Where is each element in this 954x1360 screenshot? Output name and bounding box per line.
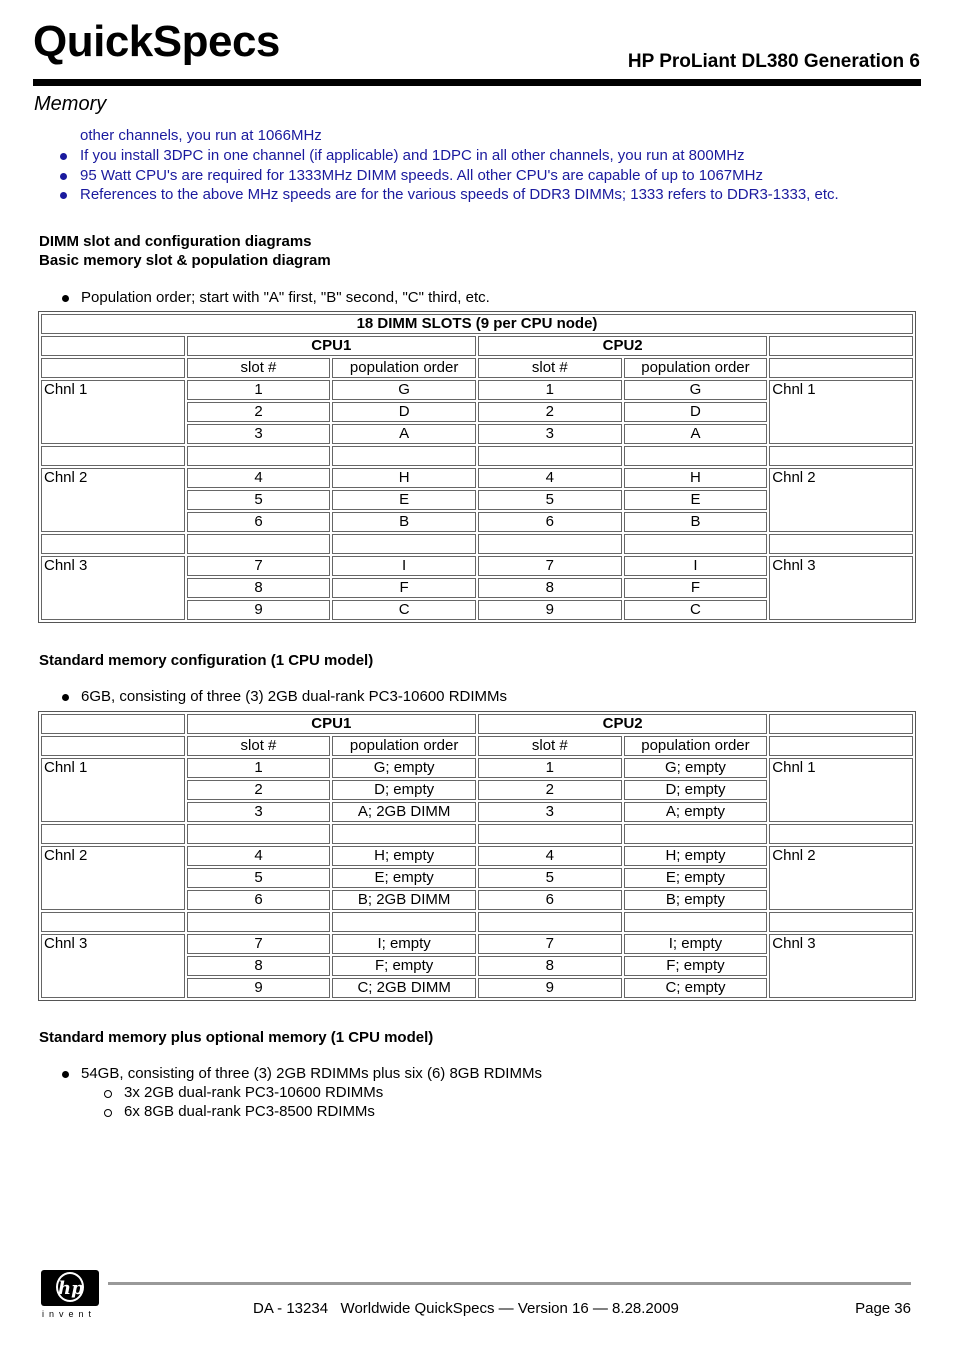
table-cell <box>41 336 185 356</box>
table-cell: F; empty <box>332 956 476 976</box>
table-row <box>41 758 913 778</box>
table-cell: G <box>332 380 476 400</box>
speed-notes-list <box>0 146 839 205</box>
table-cell <box>624 534 768 554</box>
table-row <box>41 446 913 466</box>
table-cell <box>769 358 913 378</box>
table-cell <box>187 446 331 466</box>
footer-rule <box>108 1282 911 1285</box>
channel-label: Chnl 1 <box>769 380 913 444</box>
table-cell <box>41 912 185 932</box>
table-cell: H <box>332 468 476 488</box>
table-cell: 4 <box>478 846 622 866</box>
table-cell: 3 <box>187 802 331 822</box>
bullet-icon <box>60 192 67 199</box>
table-cell: F <box>624 578 768 598</box>
table-cell: I <box>332 556 476 576</box>
bullet-icon <box>62 295 69 302</box>
channel-label: Chnl 3 <box>41 934 185 998</box>
standard-config-heading: Standard memory configuration (1 CPU model) <box>39 652 374 669</box>
channel-label: Chnl 3 <box>41 556 185 620</box>
cpu1-header: CPU1 <box>187 336 476 356</box>
order-header: population order <box>624 358 768 378</box>
table-row <box>41 468 913 488</box>
table-row <box>41 534 913 554</box>
table-cell: G; empty <box>624 758 768 778</box>
standard-config-table <box>38 711 916 1001</box>
order-header: population order <box>624 736 768 756</box>
list-item: 95 Watt CPU's are required for 1333MHz DIMM speeds. All other CPU's are capable of up to 1067MHz <box>0 166 839 186</box>
channel-label: Chnl 2 <box>41 846 185 910</box>
table-cell <box>624 446 768 466</box>
table-cell: 8 <box>187 578 331 598</box>
page-title: QuickSpecs <box>33 17 280 66</box>
channel-label: Chnl 1 <box>41 758 185 822</box>
table-cell: 1 <box>187 758 331 778</box>
table-cell: 6 <box>187 890 331 910</box>
channel-label: Chnl 1 <box>41 380 185 444</box>
table-cell: B <box>624 512 768 532</box>
table-cell: 2 <box>187 402 331 422</box>
table-cell <box>41 446 185 466</box>
table-cell <box>41 358 185 378</box>
table-cell <box>769 912 913 932</box>
table-cell: E <box>332 490 476 510</box>
table-cell: 1 <box>478 758 622 778</box>
bullet-icon <box>60 153 67 160</box>
table-cell: I; empty <box>624 934 768 954</box>
table-cell: I; empty <box>332 934 476 954</box>
table-cell: F; empty <box>624 956 768 976</box>
table-cell: 5 <box>478 490 622 510</box>
table-cell: 3 <box>478 424 622 444</box>
table-cell <box>41 824 185 844</box>
table-row <box>41 714 913 734</box>
table-cell: 8 <box>478 578 622 598</box>
channel-label: Chnl 3 <box>769 934 913 998</box>
table-row <box>41 824 913 844</box>
table-cell: 1 <box>187 380 331 400</box>
table-cell <box>187 824 331 844</box>
table-cell <box>769 336 913 356</box>
optional-memory-heading: Standard memory plus optional memory (1 CPU model) <box>39 1029 434 1046</box>
table-cell <box>769 534 913 554</box>
table-cell: G <box>624 380 768 400</box>
table-cell: D <box>624 402 768 422</box>
table-cell: C <box>624 600 768 620</box>
page-number: Page 36 <box>855 1300 911 1317</box>
table-cell: 2 <box>187 780 331 800</box>
cpu2-header: CPU2 <box>478 714 767 734</box>
table-cell <box>332 534 476 554</box>
table-cell <box>769 446 913 466</box>
table-row <box>41 846 913 866</box>
cpu1-header: CPU1 <box>187 714 476 734</box>
table-cell <box>332 824 476 844</box>
channel-label: Chnl 2 <box>769 468 913 532</box>
table-row <box>41 358 913 378</box>
table-cell: E <box>624 490 768 510</box>
table-title: 18 DIMM SLOTS (9 per CPU node) <box>41 314 913 334</box>
table-cell: I <box>624 556 768 576</box>
table-cell <box>769 736 913 756</box>
table-cell: 9 <box>187 978 331 998</box>
table-cell: 5 <box>187 868 331 888</box>
table-cell: 7 <box>187 934 331 954</box>
table-row <box>41 336 913 356</box>
hp-logo-icon: hp <box>56 1272 84 1302</box>
table-cell: A <box>332 424 476 444</box>
table-cell: 1 <box>478 380 622 400</box>
table-cell: B; 2GB DIMM <box>332 890 476 910</box>
bullet-icon <box>62 694 69 701</box>
table-cell: E; empty <box>332 868 476 888</box>
table-cell <box>624 824 768 844</box>
table-cell <box>41 534 185 554</box>
table-cell: 3 <box>478 802 622 822</box>
table-cell: D; empty <box>624 780 768 800</box>
table-cell: B <box>332 512 476 532</box>
table-cell: 5 <box>187 490 331 510</box>
basic-diagram-heading: Basic memory slot & population diagram <box>39 252 331 269</box>
list-item: 54GB, consisting of three (3) 2GB RDIMMs plus six (6) 8GB RDIMMs <box>0 1064 542 1084</box>
optional-memory-list <box>0 1064 542 1084</box>
invent-tagline: invent <box>42 1309 97 1319</box>
table-cell: 9 <box>478 600 622 620</box>
table-cell: 6 <box>478 890 622 910</box>
channel-label: Chnl 2 <box>769 846 913 910</box>
list-item: If you install 3DPC in one channel (if applicable) and 1DPC in all other channels, you run at 800MHz <box>0 146 839 166</box>
table-cell: A; empty <box>624 802 768 822</box>
standard-config-list <box>0 687 507 707</box>
table-cell: 5 <box>478 868 622 888</box>
list-item: Population order; start with "A" first, "B" second, "C" third, etc. <box>0 288 490 308</box>
table-cell: C <box>332 600 476 620</box>
list-item: 6GB, consisting of three (3) 2GB dual-rank PC3-10600 RDIMMs <box>0 687 507 707</box>
table-cell: G; empty <box>332 758 476 778</box>
table-row <box>41 556 913 576</box>
table-cell: H; empty <box>624 846 768 866</box>
table-cell: C; 2GB DIMM <box>332 978 476 998</box>
table-cell <box>187 912 331 932</box>
table-cell: A; 2GB DIMM <box>332 802 476 822</box>
table-cell: 7 <box>478 556 622 576</box>
ring-bullet-icon <box>104 1090 112 1098</box>
table-cell: E; empty <box>624 868 768 888</box>
slot-header: slot # <box>187 358 331 378</box>
table-cell: D; empty <box>332 780 476 800</box>
table-cell: 6 <box>187 512 331 532</box>
table-row <box>41 380 913 400</box>
table-row <box>41 736 913 756</box>
bullet-icon <box>62 1071 69 1078</box>
table-row <box>41 314 913 334</box>
table-cell: 9 <box>478 978 622 998</box>
slot-header: slot # <box>478 358 622 378</box>
table-cell: A <box>624 424 768 444</box>
table-cell: 6 <box>478 512 622 532</box>
bullet-icon <box>60 173 67 180</box>
table-cell: 2 <box>478 402 622 422</box>
channel-label: Chnl 2 <box>41 468 185 532</box>
table-cell: 8 <box>187 956 331 976</box>
table-cell <box>332 912 476 932</box>
table-cell: H; empty <box>332 846 476 866</box>
table-cell <box>478 912 622 932</box>
table-cell: 7 <box>478 934 622 954</box>
product-name: HP ProLiant DL380 Generation 6 <box>627 51 920 72</box>
table-cell: 9 <box>187 600 331 620</box>
table-row <box>41 912 913 932</box>
slot-header: slot # <box>478 736 622 756</box>
channel-label: Chnl 1 <box>769 758 913 822</box>
table-cell: 8 <box>478 956 622 976</box>
table-cell <box>332 446 476 466</box>
dimm-slots-table <box>38 311 916 623</box>
hp-logo <box>41 1270 99 1306</box>
table-cell: 4 <box>478 468 622 488</box>
cpu2-header: CPU2 <box>478 336 767 356</box>
table-cell <box>769 824 913 844</box>
table-row <box>41 934 913 954</box>
order-header: population order <box>332 358 476 378</box>
table-cell: 4 <box>187 468 331 488</box>
table-cell <box>41 736 185 756</box>
table-cell: 7 <box>187 556 331 576</box>
table-cell <box>478 824 622 844</box>
table-cell <box>624 912 768 932</box>
table-cell <box>41 714 185 734</box>
dimm-heading: DIMM slot and configuration diagrams <box>39 233 312 250</box>
table-cell: 2 <box>478 780 622 800</box>
slot-header: slot # <box>187 736 331 756</box>
table-cell <box>478 534 622 554</box>
table-cell <box>769 714 913 734</box>
ring-bullet-icon <box>104 1109 112 1117</box>
table-cell: F <box>332 578 476 598</box>
table-cell: C; empty <box>624 978 768 998</box>
header-rule <box>33 79 921 86</box>
footer-text: DA - 13234 Worldwide QuickSpecs — Version 16 — 8.28.2009 <box>253 1300 679 1317</box>
speed-note-continuation: other channels, you run at 1066MHz <box>80 127 322 144</box>
table-cell: B; empty <box>624 890 768 910</box>
table-cell: 4 <box>187 846 331 866</box>
channel-label: Chnl 3 <box>769 556 913 620</box>
table-cell: 3 <box>187 424 331 444</box>
table-cell: D <box>332 402 476 422</box>
table-cell <box>478 446 622 466</box>
list-item: References to the above MHz speeds are for the various speeds of DDR3 DIMMs; 1333 refers to DDR3-1333, etc. <box>0 185 839 205</box>
section-title: Memory <box>34 93 107 115</box>
order-header: population order <box>332 736 476 756</box>
table-cell: H <box>624 468 768 488</box>
table-cell <box>187 534 331 554</box>
population-list <box>0 288 490 308</box>
